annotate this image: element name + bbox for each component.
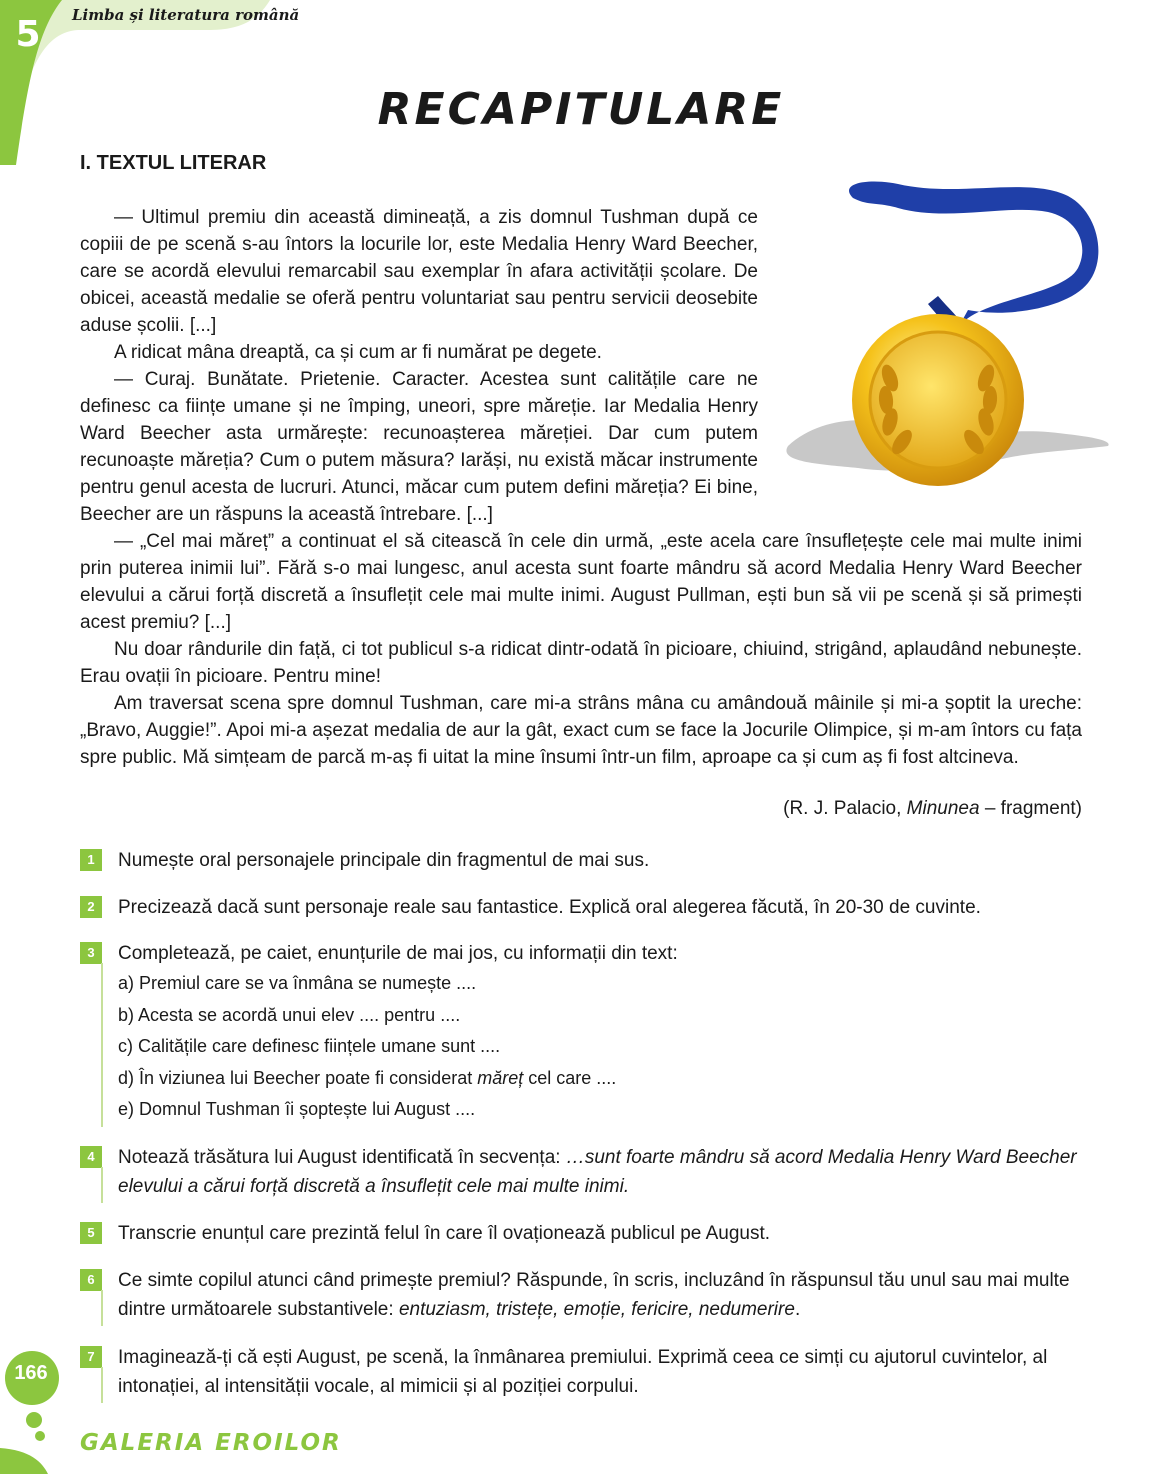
exercise-item-d: d) În viziunea lui Beecher poate fi considerat măreț cel care ....: [118, 1067, 617, 1088]
exercise-text: Precizează dacă sunt personaje reale sau fantastice. Explică oral alegerea făcută, în 20-30 de cuvinte.: [118, 897, 981, 918]
book-title: Minunea: [906, 798, 980, 819]
exercise-4: [80, 1143, 1084, 1201]
exercise-number-badge: 4: [80, 1146, 102, 1168]
exercise-rule: [101, 1290, 103, 1326]
exercise-text: Imaginează-ți că ești August, pe scenă, la înmânarea premiului. Exprimă ceea ce simți cu ajutorul cuvintelor, al intonației, al intensității vocale, al mimicii și al poziției corpului.: [118, 1347, 1048, 1397]
exercise-5: [80, 1219, 1084, 1248]
exercise-item-e: e) Domnul Tushman îi șoptește lui August ....: [118, 1099, 476, 1119]
page-number: 166: [14, 1362, 48, 1384]
text-paragraph: Nu doar rândurile din față, ci tot publicul s-a ridicat dintr-odată în picioare, chiuind, strigând, aplaudând nebunește. Erau ovații în picioare. Pentru mine!: [80, 639, 1082, 687]
subject-label: Limba și literatura română: [72, 6, 300, 24]
exercise-rule: [101, 963, 103, 1127]
source-citation: (R. J. Palacio, Minunea – fragment): [783, 798, 1082, 819]
page-title: RECAPITULARE: [377, 84, 785, 135]
exercise-item-a: a) Premiul care se va înmâna se numește ....: [118, 973, 477, 993]
exercise-number-badge: 5: [80, 1222, 102, 1244]
exercise-rule: [101, 1167, 103, 1203]
footer-brand: GALERIA EROILOR: [80, 1430, 342, 1456]
footer-decoration: [0, 1340, 70, 1474]
text-paragraph: — Ultimul premiu din această dimineață, a zis domnul Tushman după ce copiii de pe scenă s-au întors la locurile lor, este Medalia Henry Ward Beecher, care se acordă elevului remarcabil sau exemplar în afara activității școlare. De obicei, această medalie se oferă pentru voluntariat sau pentru servicii deosebite aduse școlii. [...]: [80, 207, 758, 336]
exercise-number-badge: 2: [80, 896, 102, 918]
exercise-text: Ce simte copilul atunci când primește premiul? Răspunde, în scris, incluzând în răspunsul tău unul sau mai multe dintre următoarele substantivele: entuziasm, tristețe, emoție, fericire, nedumerire.: [118, 1270, 1070, 1320]
text-paragraph: Am traversat scena spre domnul Tushman, care mi-a strâns mâna cu amândouă mâinile și mi-a șoptit la ureche: „Bravo, Auggie!”. Apoi mi-a așezat medalia de aur la gât, exact cum se face la Jocurile Olimpice, și m-am întors cu fața spre public. Mă simțeam de parcă m-aș fi uitat la mine însumi într-un film, aproape ca și cum aș fi fost altcineva.: [80, 693, 1082, 768]
exercise-text: Completează, pe caiet, enunțurile de mai jos, cu informații din text: a) Premiul care se va înmâna se numește .... b) Acesta se acordă unui elev .... pentru .... c) Calitățile care definesc ființele umane sunt .... d) În viziunea lui Beecher poate fi considerat măreț cel care .... e) Domnul Tushman îi șoptește lui August ....: [118, 939, 1084, 1126]
exercise-number-badge: 3: [80, 942, 102, 964]
unit-number: 5: [15, 14, 41, 55]
exercise-3: [80, 939, 1084, 1126]
exercise-item-b: b) Acesta se acordă unui elev .... pentru ....: [118, 1004, 461, 1025]
exercise-2: [80, 893, 1084, 922]
text-paragraph: — Curaj. Bunătate. Prietenie. Caracter. Acestea sunt calitățile care ne definesc ca ființe umane și ne împing, uneori, spre măreție. Iar Medalia Henry Ward Beecher asta urmărește: recunoașterea măreției. Dar cum putem recunoaște măreția? Cum o putem măsura? Iarăși, nu există măcar instrumente pentru genul acesta de lucruri. Atunci, măcar cum putem defini măreția? Ei bine, Beecher are un răspuns la această întrebare. [...]: [80, 369, 758, 525]
exercise-text: Transcrie enunțul care prezintă felul în care îl ovaționează publicul pe August.: [118, 1223, 771, 1244]
section-heading: I. TEXTUL LITERAR: [80, 152, 267, 174]
exercise-item-c: c) Calitățile care definesc ființele umane sunt ....: [118, 1036, 501, 1056]
exercise-rule: [101, 1367, 103, 1403]
text-paragraph: A ridicat mâna dreaptă, ca și cum ar fi numărat pe degete.: [114, 342, 602, 363]
text-paragraph: — „Cel mai măreț” a continuat el să citească în cele din urmă, „este acela care însuflețește cele mai multe inimi prin puterea inimii lui”. Fără s-o mai lungesc, anul acesta sunt foarte mândru să acord Medalia Henry Ward Beecher elevului a cărui forță discretă a însuflețit cele mai multe inimi. August Pullman, ești bun să vii pe scenă și să primești acest premiu? [...]: [80, 531, 1082, 633]
exercise-1: [80, 846, 1084, 875]
exercise-text: Numește oral personajele principale din fragmentul de mai sus.: [118, 850, 650, 871]
literary-text-part1: [80, 204, 758, 528]
exercise-number-badge: 1: [80, 849, 102, 871]
exercise-7: [80, 1343, 1084, 1401]
exercise-number-badge: 7: [80, 1346, 102, 1368]
exercise-number-badge: 6: [80, 1269, 102, 1291]
exercise-text: Notează trăsătura lui August identificată în secvența: …sunt foarte mândru să acord Medalia Henry Ward Beecher elevului a cărui forță discretă a însuflețit cele mai multe inimi.: [118, 1147, 1077, 1197]
exercise-6: [80, 1266, 1084, 1324]
gold-medal-image: [778, 178, 1113, 508]
literary-text-part2: [80, 528, 1082, 771]
